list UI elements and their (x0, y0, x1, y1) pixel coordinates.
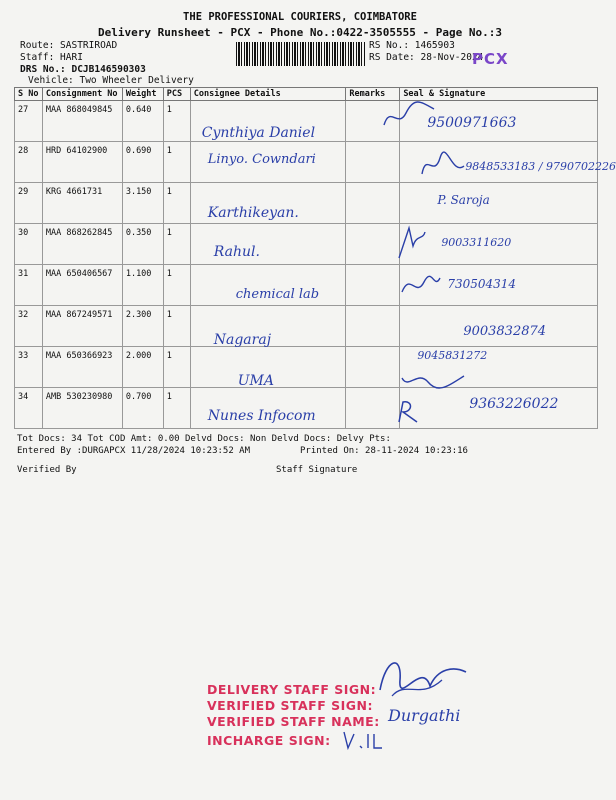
cell-consignment: MAA 650406567 (42, 265, 122, 306)
cell-sno: 34 (15, 388, 43, 429)
incharge-sign: INCHARGE SIGN: (207, 733, 331, 748)
table-row (15, 265, 598, 306)
verified-staff-sign: VERIFIED STAFF SIGN: (207, 698, 373, 713)
col-sno: S No (15, 88, 43, 101)
cell-sno: 28 (15, 142, 43, 183)
cell-weight: 0.690 (122, 142, 163, 183)
seal-handwriting: 9003311620 (441, 236, 512, 249)
seal-handwriting: 9045831272 (417, 349, 488, 362)
col-pcs: PCS (163, 88, 190, 101)
col-weight: Weight (122, 88, 163, 101)
seal-handwriting: 9003832874 (463, 324, 547, 339)
seal-handwriting: 9848533183 / 9790702226 (465, 160, 616, 173)
cell-pcs: 1 (163, 142, 190, 183)
table-header-row (15, 88, 598, 101)
cell-sno: 30 (15, 224, 43, 265)
printed-on: Printed On: 28-11-2024 10:23:16 (300, 446, 468, 456)
cell-weight: 0.640 (122, 101, 163, 142)
consignee-handwriting: Nunes Infocom (207, 408, 316, 424)
seal-handwriting: P. Saroja (437, 193, 490, 207)
cell-pcs: 1 (163, 265, 190, 306)
seal-handwriting: 9500971663 (427, 115, 517, 131)
col-remarks: Remarks (346, 88, 400, 101)
consignee-handwriting: Cynthiya Daniel (201, 125, 316, 141)
cell-sno: 27 (15, 101, 43, 142)
cell-pcs: 1 (163, 183, 190, 224)
signature-scribble (380, 95, 440, 135)
table-row (15, 388, 598, 429)
cell-consignment: KRG 4661731 (42, 183, 122, 224)
cell-pcs: 1 (163, 224, 190, 265)
entered-by: Entered By :DURGAPCX 11/28/2024 10:23:52 AM (17, 446, 250, 456)
col-consignee: Consignee Details (190, 88, 346, 101)
consignee-handwriting: Rahul. (213, 244, 260, 260)
col-seal: Seal & Signature (400, 88, 598, 101)
table-row (15, 306, 598, 347)
cell-pcs: 1 (163, 388, 190, 429)
signature-scribble (393, 222, 429, 262)
route-label: Route: SASTRIROAD (20, 40, 118, 51)
seal-handwriting: 730504314 (447, 277, 517, 291)
staff-name-handwriting: Durgathi (388, 706, 461, 725)
rs-date: RS Date: 28-Nov-2024 (369, 52, 484, 63)
signature-scribble (372, 650, 472, 706)
cell-pcs: 1 (163, 306, 190, 347)
cell-sno: 31 (15, 265, 43, 306)
consignee-handwriting: chemical lab (235, 287, 320, 302)
cell-weight: 2.300 (122, 306, 163, 347)
vehicle-label: Vehicle: Two Wheeler Delivery (28, 75, 194, 86)
signature-scribble (398, 270, 442, 300)
table-row (15, 347, 598, 388)
cell-consignment: MAA 867249571 (42, 306, 122, 347)
totals-line: Tot Docs: 34 Tot COD Amt: 0.00 Delvd Docs: Non Delvd Docs: Delvy Pts: (17, 434, 391, 444)
verified-by: Verified By (17, 465, 77, 475)
staff-signature: Staff Signature (276, 465, 358, 475)
signature-scribble (418, 148, 468, 182)
cell-consignment: MAA 868262845 (42, 224, 122, 265)
company-title: THE PROFESSIONAL COURIERS, COIMBATORE (183, 11, 417, 23)
cell-consignment: MAA 868049845 (42, 101, 122, 142)
cell-sno: 29 (15, 183, 43, 224)
cell-weight: 1.100 (122, 265, 163, 306)
cell-weight: 2.000 (122, 347, 163, 388)
cell-sno: 33 (15, 347, 43, 388)
consignee-handwriting: Karthikeyan. (207, 205, 299, 221)
table-row (15, 142, 598, 183)
cell-consignment: MAA 650366923 (42, 347, 122, 388)
rs-number: RS No.: 1465903 (369, 40, 455, 51)
signature-scribble (340, 728, 384, 752)
table-row (15, 101, 598, 142)
barcode (236, 42, 366, 66)
cell-weight: 3.150 (122, 183, 163, 224)
cell-weight: 0.700 (122, 388, 163, 429)
runsheet-title: Delivery Runsheet - PCX - Phone No.:0422-3505555 - Page No.:3 (98, 26, 502, 39)
col-consignment: Consignment No (42, 88, 122, 101)
drs-number: DRS No.: DCJB146590303 (20, 64, 146, 75)
cell-pcs: 1 (163, 101, 190, 142)
table-row (15, 183, 598, 224)
cell-consignment: HRD 64102900 (42, 142, 122, 183)
signature-scribble (395, 396, 425, 426)
signature-scribble (398, 368, 468, 390)
seal-handwriting: 9363226022 (469, 396, 559, 412)
runsheet-table (14, 87, 616, 429)
consignee-handwriting: Linyo. Cowndari (207, 152, 316, 167)
delivery-staff-sign: DELIVERY STAFF SIGN: (207, 682, 377, 697)
cell-weight: 0.350 (122, 224, 163, 265)
consignee-handwriting: UMA (237, 373, 274, 389)
verified-staff-name: VERIFIED STAFF NAME: (207, 714, 380, 729)
pcx-stamp: PCX (472, 50, 509, 68)
cell-consignment: AMB 530230980 (42, 388, 122, 429)
table-row (15, 224, 598, 265)
staff-label: Staff: HARI (20, 52, 83, 63)
consignee-handwriting: Nagaraj (213, 332, 272, 348)
cell-sno: 32 (15, 306, 43, 347)
cell-pcs: 1 (163, 347, 190, 388)
